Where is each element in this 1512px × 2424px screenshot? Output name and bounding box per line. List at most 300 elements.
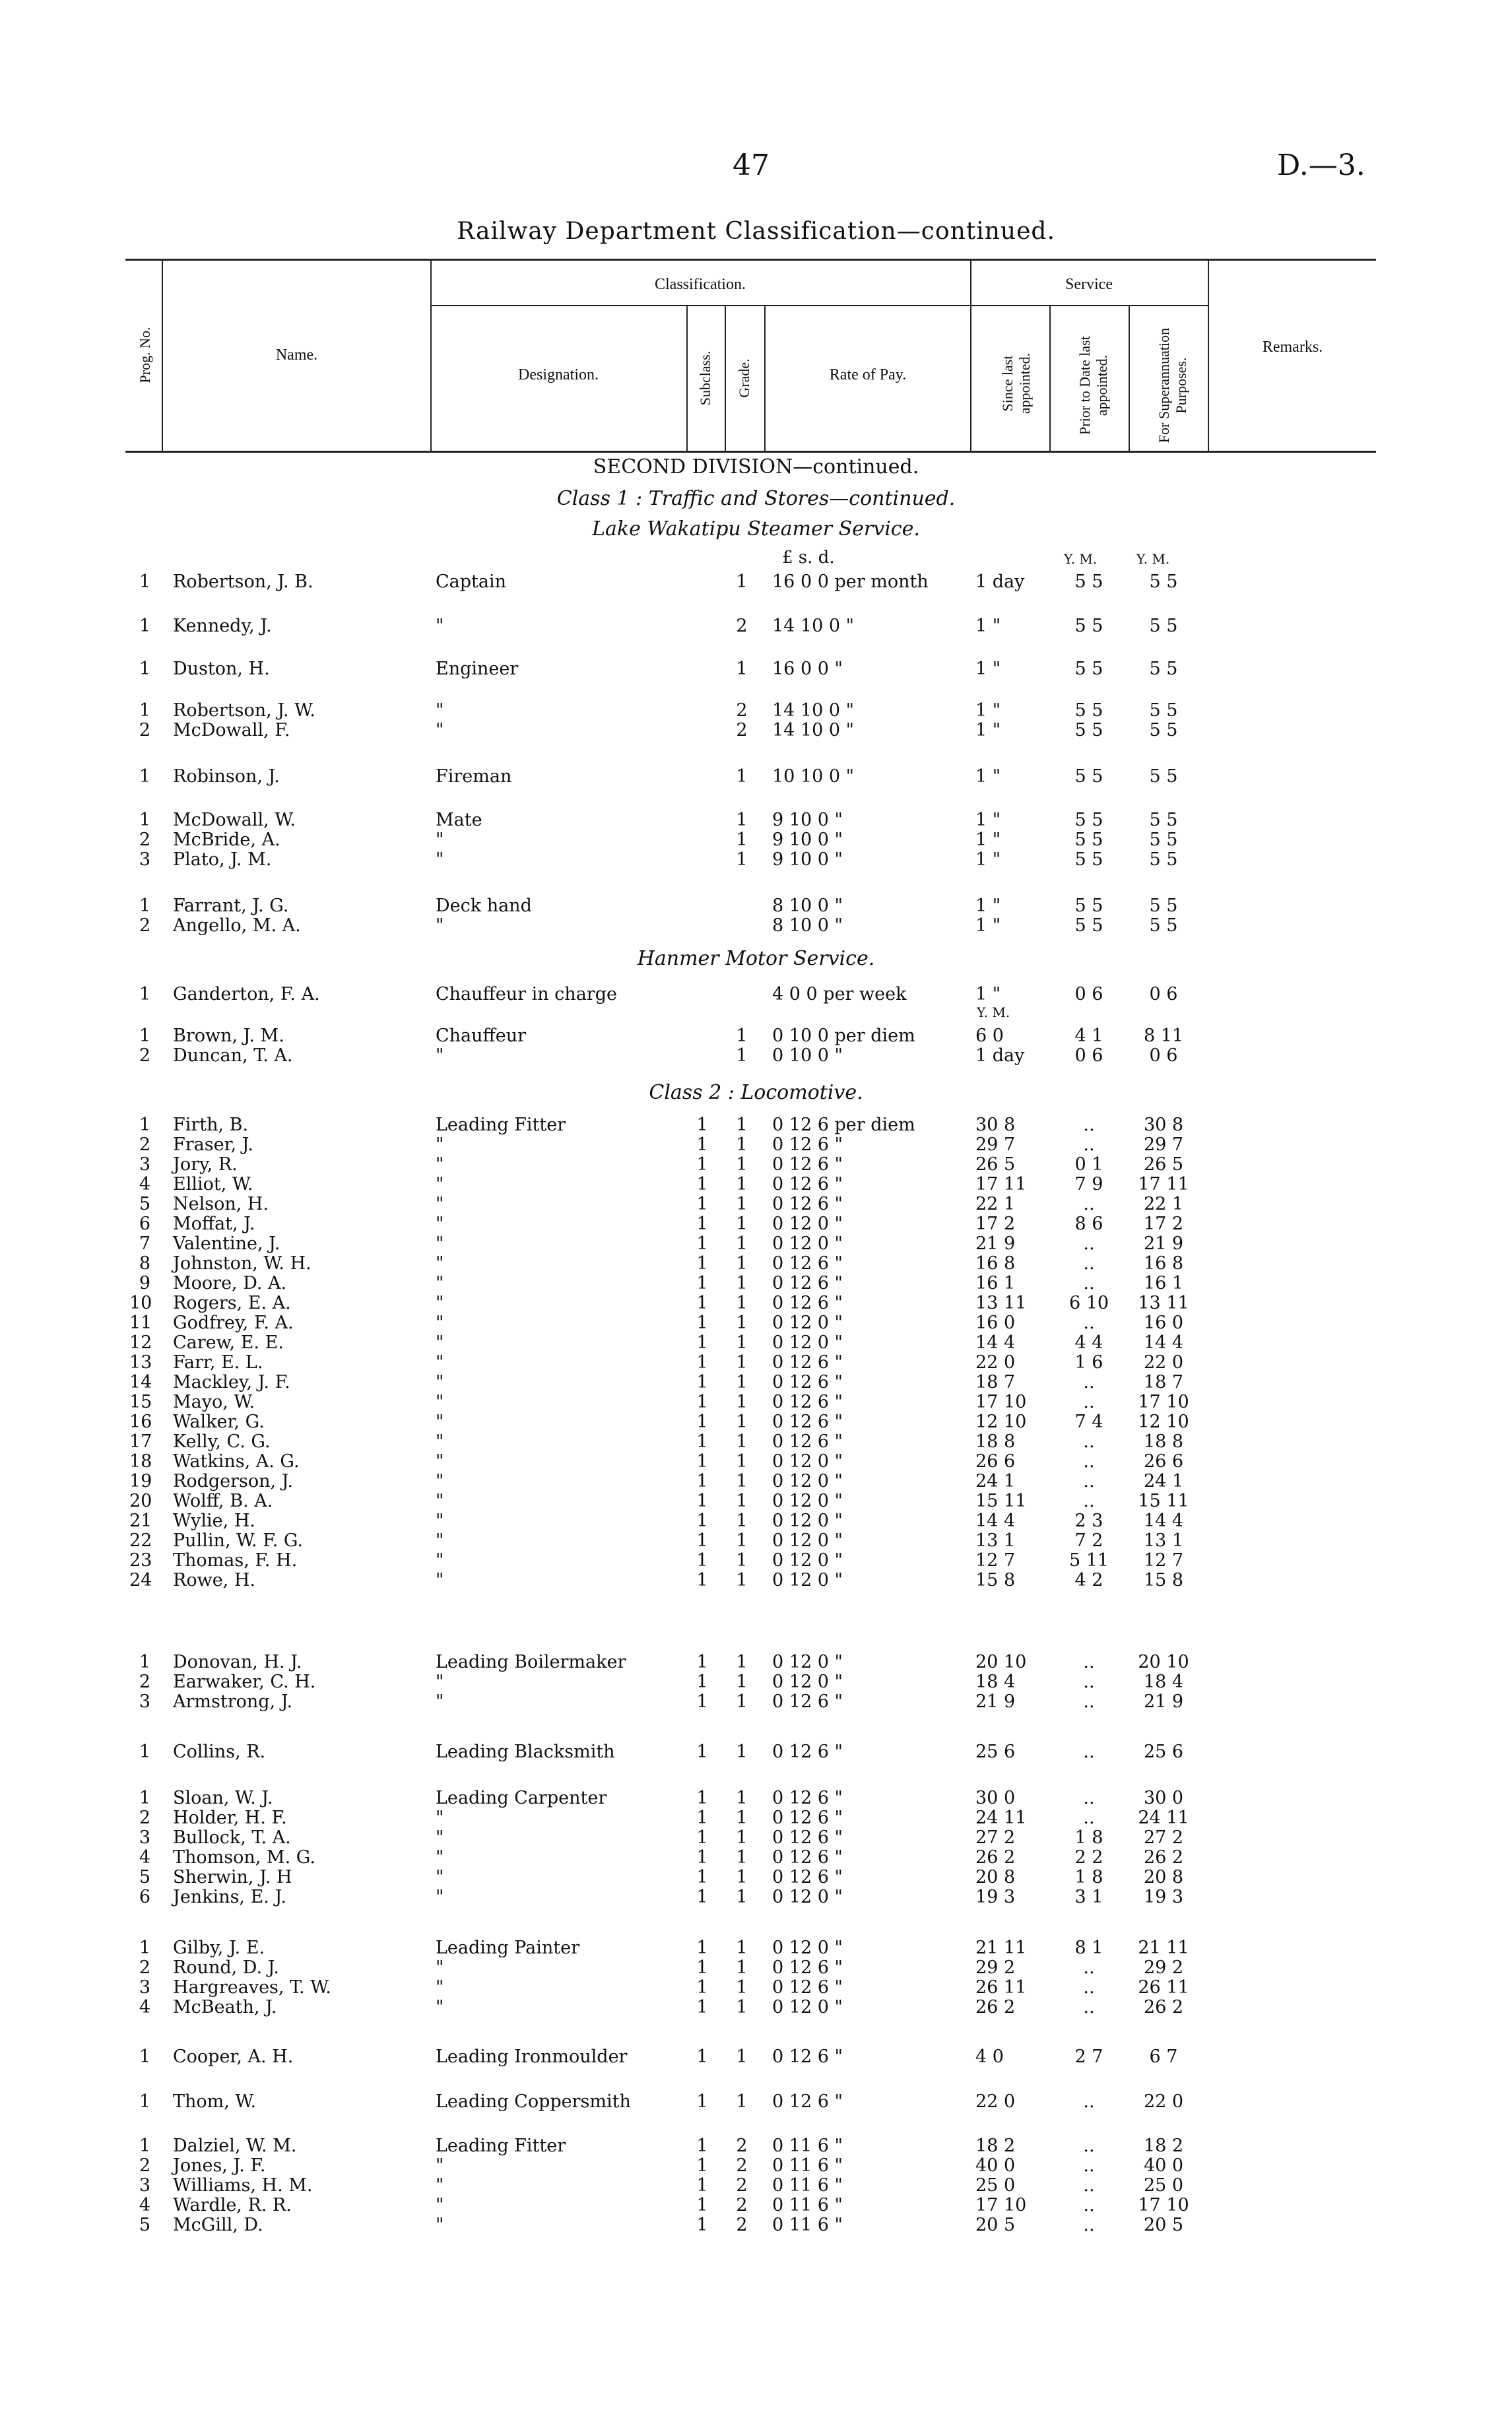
cell-sub: 1: [696, 1412, 708, 1432]
cell-prog: 13: [129, 1352, 152, 1373]
table-row: [0, 1431, 1512, 1453]
cell-rate: 0 12 6 ": [772, 1788, 843, 1808]
cell-name: Holder, H. F.: [173, 1808, 287, 1828]
table-row: [0, 829, 1512, 851]
cell-since: 1 day: [975, 572, 1025, 592]
cell-name: Godfrey, F. A.: [173, 1313, 294, 1333]
cell-prior: 5 5: [1074, 810, 1103, 830]
cell-sub: 1: [696, 1847, 708, 1868]
cell-desig: ": [436, 1352, 444, 1373]
cell-since: 26 11: [975, 1977, 1027, 1998]
cell-desig: Engineer: [436, 659, 519, 679]
cell-desig: Leading Ironmoulder: [436, 2047, 628, 2067]
cell-grade: 2: [736, 2215, 748, 2235]
cell-prior: ..: [1083, 1253, 1095, 1274]
table-row: [0, 2194, 1512, 2217]
cell-rate: 0 12 6 ": [772, 1253, 843, 1274]
cell-sub: 1: [696, 2155, 708, 2176]
cell-grade: 1: [736, 1451, 748, 1472]
cell-rate: 0 12 0 ": [772, 1511, 843, 1531]
cell-prior: 2 7: [1074, 2047, 1103, 2067]
cell-rate: 0 10 0 ": [772, 1045, 843, 1066]
cell-grade: 1: [736, 659, 748, 679]
cell-rate: 0 12 0 ": [772, 1214, 843, 1234]
cell-super: 26 5: [1143, 1154, 1184, 1175]
cell-name: Thomson, M. G.: [173, 1847, 315, 1868]
cell-desig: Leading Coppersmith: [436, 2091, 631, 2112]
cell-desig: ": [436, 1372, 444, 1392]
cell-super: 5 5: [1149, 700, 1178, 721]
cell-sub: 1: [696, 1431, 708, 1452]
cell-super: 40 0: [1143, 2155, 1184, 2176]
cell-rate: 0 12 6 ": [772, 1957, 843, 1978]
cell-super: 21 9: [1143, 1233, 1184, 1254]
cell-sub: 1: [696, 1451, 708, 1472]
cell-name: Ganderton, F. A.: [173, 984, 320, 1004]
cell-since: 18 8: [975, 1431, 1016, 1452]
cell-super: 18 8: [1143, 1431, 1184, 1452]
cell-super: 5 5: [1149, 616, 1178, 636]
cell-sub: 1: [696, 1887, 708, 1907]
cell-sub: 1: [696, 2195, 708, 2215]
cell-grade: 1: [736, 1174, 748, 1195]
cell-super: 18 4: [1143, 1672, 1184, 1692]
table-row: [0, 1886, 1512, 1909]
table-row: [0, 1451, 1512, 1473]
cell-prog: 8: [139, 1253, 150, 1274]
cell-prior: ..: [1083, 1957, 1095, 1978]
cell-prog: 2: [139, 2155, 150, 2176]
cell-prog: 2: [139, 1134, 150, 1155]
cell-prog: 11: [129, 1313, 152, 1333]
cell-rate: 9 10 0 ": [772, 849, 843, 870]
cell-super: 26 11: [1138, 1977, 1189, 1998]
cell-desig: ": [436, 1174, 444, 1195]
cell-grade: 1: [736, 1997, 748, 2017]
cell-desig: Chauffeur: [436, 1026, 526, 1046]
table-row: [0, 1470, 1512, 1493]
cell-desig: Deck hand: [436, 896, 532, 916]
cell-name: Collins, R.: [173, 1742, 266, 1762]
header-rate-of-pay: Rate of Pay.: [829, 366, 907, 383]
cell-rate: 0 12 0 ": [772, 1313, 843, 1333]
table-row: [0, 1173, 1512, 1196]
cell-sub: 1: [696, 1957, 708, 1978]
cell-super: 5 5: [1149, 720, 1178, 740]
cell-grade: 1: [736, 1392, 748, 1412]
cell-prog: 3: [139, 1827, 150, 1848]
cell-since: 27 2: [975, 1827, 1016, 1848]
cell-desig: ": [436, 1887, 444, 1907]
cell-super: 8 11: [1143, 1026, 1184, 1046]
cell-since: 16 1: [975, 1273, 1016, 1294]
cell-desig: ": [436, 1997, 444, 2017]
cell-name: McBride, A.: [173, 830, 280, 850]
cell-prior: 5 5: [1074, 830, 1103, 850]
cell-since: 26 2: [975, 1847, 1016, 1868]
page-number: 47: [733, 148, 770, 182]
cell-since: 13 11: [975, 1293, 1027, 1313]
cell-name: Jenkins, E. J.: [173, 1887, 286, 1907]
cell-super: 13 11: [1138, 1293, 1189, 1313]
cell-prior: 5 11: [1068, 1550, 1109, 1571]
cell-prog: 9: [139, 1273, 150, 1294]
cell-rate: 0 12 6 ": [772, 1293, 843, 1313]
cell-grade: 1: [736, 1977, 748, 1998]
table-row: [0, 719, 1512, 742]
cell-prog: 1: [139, 1742, 150, 1762]
cell-grade: 1: [736, 1887, 748, 1907]
cell-grade: 1: [736, 1431, 748, 1452]
cell-grade: 1: [736, 2091, 748, 2112]
cell-prior: 1 6: [1074, 1352, 1103, 1373]
cell-name: Thom, W.: [173, 2091, 257, 2112]
cell-name: Dalziel, W. M.: [173, 2136, 297, 2156]
cell-prior: ..: [1083, 1392, 1095, 1412]
cell-prog: 3: [139, 1154, 150, 1175]
cell-since: 17 10: [975, 1392, 1027, 1412]
cell-prior: 5 5: [1074, 915, 1103, 936]
cell-name: Rowe, H.: [173, 1570, 255, 1590]
cell-rate: 0 12 6 ": [772, 1392, 843, 1412]
cell-rate: 0 12 0 ": [772, 1530, 843, 1551]
cell-desig: Leading Boilermaker: [436, 1652, 626, 1672]
cell-grade: 1: [736, 1372, 748, 1392]
cell-prog: 3: [139, 1691, 150, 1712]
cell-super: 16 1: [1143, 1273, 1184, 1294]
cell-sub: 1: [696, 1313, 708, 1333]
cell-grade: 1: [736, 1293, 748, 1313]
cell-name: McBeath, J.: [173, 1997, 277, 2017]
cell-grade: 1: [736, 1194, 748, 1214]
cell-prog: 2: [139, 915, 150, 936]
document-reference: D.—3.: [1277, 148, 1365, 182]
cell-desig: ": [436, 1332, 444, 1353]
cell-prog: 1: [139, 896, 150, 916]
table-row: [0, 1550, 1512, 1572]
cell-name: Plato, J. M.: [173, 849, 272, 870]
table-row: [0, 2135, 1512, 2157]
cell-desig: ": [436, 1451, 444, 1472]
table-row: [0, 615, 1512, 638]
cell-rate: 16 0 0 ": [772, 659, 843, 679]
cell-name: Donovan, H. J.: [173, 1652, 302, 1672]
cell-prog: 5: [139, 2215, 150, 2235]
cell-grade: 1: [736, 1742, 748, 1762]
class2-heading: Class 2 : Locomotive.: [649, 1081, 863, 1104]
cell-grade: 2: [736, 700, 748, 721]
cell-desig: ": [436, 1808, 444, 1828]
cell-rate: 0 12 6 per diem: [772, 1115, 915, 1135]
cell-prog: 1: [139, 572, 150, 592]
cell-super: 16 8: [1143, 1253, 1184, 1274]
cell-prior: ..: [1083, 1997, 1095, 2017]
cell-name: Robertson, J. W.: [173, 700, 315, 721]
cell-since: 18 4: [975, 1672, 1016, 1692]
cell-prog: 19: [129, 1471, 152, 1491]
cell-grade: 1: [736, 1045, 748, 1066]
cell-desig: Leading Carpenter: [436, 1788, 607, 1808]
cell-super: 20 10: [1138, 1652, 1189, 1672]
cell-name: Moffat, J.: [173, 1214, 255, 1234]
cell-desig: ": [436, 1570, 444, 1590]
cell-prior: ..: [1083, 2195, 1095, 2215]
cell-sub: 1: [696, 1652, 708, 1672]
cell-prog: 16: [129, 1412, 152, 1432]
cell-name: Round, D. J.: [173, 1957, 279, 1978]
cell-since: 24 11: [975, 1808, 1027, 1828]
cell-grade: 1: [736, 830, 748, 850]
cell-prior: 5 5: [1074, 766, 1103, 787]
cell-name: Wolff, B. A.: [173, 1491, 273, 1511]
cell-prog: 1: [139, 1026, 150, 1046]
table-row: [0, 1411, 1512, 1433]
cell-super: 20 8: [1143, 1867, 1184, 1887]
cell-desig: ": [436, 1957, 444, 1978]
cell-since: 25 6: [975, 1742, 1016, 1762]
cell-prog: 1: [139, 1938, 150, 1958]
cell-since: 1 ": [975, 700, 1001, 721]
table-row: [0, 1569, 1512, 1592]
cell-since: 24 1: [975, 1471, 1016, 1491]
cell-since: 1 ": [975, 810, 1001, 830]
cell-since: 20 5: [975, 2215, 1016, 2235]
cell-rate: 0 12 6 ": [772, 1194, 843, 1214]
cell-prior: 0 6: [1074, 1045, 1103, 1066]
hanmer-service-heading: Hanmer Motor Service.: [637, 947, 875, 970]
cell-since: 26 5: [975, 1154, 1016, 1175]
cell-sub: 1: [696, 1115, 708, 1135]
table-row: [0, 983, 1512, 1006]
cell-desig: Captain: [436, 572, 507, 592]
cell-prog: 14: [129, 1372, 152, 1392]
cell-since: 30 0: [975, 1788, 1016, 1808]
cell-prior: ..: [1083, 1451, 1095, 1472]
cell-desig: ": [436, 830, 444, 850]
table-row: [0, 1866, 1512, 1889]
cell-grade: 1: [736, 1867, 748, 1887]
cell-name: Wylie, H.: [173, 1511, 255, 1531]
cell-since: 1 ": [975, 766, 1001, 787]
cell-prog: 23: [129, 1550, 152, 1571]
cell-super: 5 5: [1149, 766, 1178, 787]
cell-super: 14 4: [1143, 1511, 1184, 1531]
cell-sub: 1: [696, 1808, 708, 1828]
cell-rate: 8 10 0 ": [772, 896, 843, 916]
cell-name: Rogers, E. A.: [173, 1293, 291, 1313]
cell-super: 22 0: [1143, 1352, 1184, 1373]
table-row: [0, 1807, 1512, 1829]
cell-grade: 2: [736, 2136, 748, 2156]
cell-super: 17 10: [1138, 2195, 1189, 2215]
cell-since: 30 8: [975, 1115, 1016, 1135]
cell-desig: ": [436, 1550, 444, 1571]
cell-rate: 14 10 0 ": [772, 720, 855, 740]
cell-sub: 1: [696, 1977, 708, 1998]
cell-desig: Leading Painter: [436, 1938, 579, 1958]
cell-since: 20 10: [975, 1652, 1027, 1672]
table-row: [0, 1292, 1512, 1315]
service-underline: [970, 305, 1208, 306]
cell-desig: ": [436, 915, 444, 936]
cell-super: 15 11: [1138, 1491, 1189, 1511]
cell-prior: ..: [1083, 2215, 1095, 2235]
cell-sub: 1: [696, 2047, 708, 2067]
cell-super: 26 6: [1143, 1451, 1184, 1472]
ym-units: Y. M.: [1064, 551, 1098, 567]
cell-rate: 0 12 0 ": [772, 1887, 843, 1907]
cell-super: 17 11: [1138, 1174, 1189, 1195]
cell-sub: 1: [696, 1788, 708, 1808]
cell-desig: ": [436, 1154, 444, 1175]
cell-since: 18 2: [975, 2136, 1016, 2156]
cell-rate: 0 10 0 per diem: [772, 1026, 915, 1046]
cell-since: 1 ": [975, 984, 1001, 1004]
cell-prog: 7: [139, 1233, 150, 1254]
cell-desig: ": [436, 1214, 444, 1234]
page-title: Railway Department Classification—continued.: [457, 218, 1055, 245]
table-row: [0, 766, 1512, 788]
header-prog-no: Prog. No.: [137, 327, 153, 383]
cell-since: 19 3: [975, 1887, 1016, 1907]
cell-rate: 0 12 6 ": [772, 1691, 843, 1712]
cell-since: 25 0: [975, 2175, 1016, 2196]
cell-prog: 2: [139, 720, 150, 740]
cell-prog: 1: [139, 2091, 150, 2112]
cell-prior: 5 5: [1074, 659, 1103, 679]
cell-since: 40 0: [975, 2155, 1016, 2176]
lake-service-heading: Lake Wakatipu Steamer Service.: [592, 517, 920, 540]
cell-rate: 0 12 0 ": [772, 1233, 843, 1254]
cell-rate: 0 12 0 ": [772, 1997, 843, 2017]
cell-prog: 24: [129, 1570, 152, 1590]
cell-super: 21 11: [1138, 1938, 1189, 1958]
cell-super: 30 8: [1143, 1115, 1184, 1135]
header-bottom-rule: [125, 451, 1376, 453]
cell-prior: ..: [1083, 2175, 1095, 2196]
cell-super: 17 10: [1138, 1392, 1189, 1412]
cell-name: Duston, H.: [173, 659, 270, 679]
cell-desig: ": [436, 1431, 444, 1452]
cell-sub: 1: [696, 1194, 708, 1214]
table-row: [0, 1977, 1512, 1999]
cell-prog: 2: [139, 1045, 150, 1066]
cell-super: 5 5: [1149, 896, 1178, 916]
cell-sub: 1: [696, 2091, 708, 2112]
cell-sub: 1: [696, 1742, 708, 1762]
class1-heading: Class 1 : Traffic and Stores—continued.: [556, 487, 956, 510]
cell-rate: 0 12 6 ": [772, 1352, 843, 1373]
cell-prog: 2: [139, 1957, 150, 1978]
cell-name: Farrant, J. G.: [173, 896, 289, 916]
cell-sub: 1: [696, 1134, 708, 1155]
table-row: [0, 2046, 1512, 2068]
cell-name: Brown, J. M.: [173, 1026, 284, 1046]
cell-grade: 1: [736, 1511, 748, 1531]
cell-prog: 3: [139, 2175, 150, 2196]
cell-prog: 1: [139, 1652, 150, 1672]
cell-desig: ": [436, 2175, 444, 2196]
cell-rate: 0 11 6 ": [772, 2195, 843, 2215]
cell-rate: 0 12 0 ": [772, 1550, 843, 1571]
cell-sub: 1: [696, 1550, 708, 1571]
table-row: [0, 1671, 1512, 1693]
cell-since: 29 2: [975, 1957, 1016, 1978]
cell-desig: ": [436, 1847, 444, 1868]
table-row: [0, 849, 1512, 871]
cell-since: 1 ": [975, 896, 1001, 916]
cell-grade: 1: [736, 1691, 748, 1712]
cell-grade: 1: [736, 1115, 748, 1135]
cell-prog: 1: [139, 2136, 150, 2156]
cell-since: 17 10: [975, 2195, 1027, 2215]
cell-super: 29 7: [1143, 1134, 1184, 1155]
cell-grade: 1: [736, 1491, 748, 1511]
cell-since: 14 4: [975, 1511, 1016, 1531]
cell-prior: ..: [1083, 1115, 1095, 1135]
cell-name: Moore, D. A.: [173, 1273, 287, 1294]
cell-prog: 18: [129, 1451, 152, 1472]
table-row: [0, 1352, 1512, 1374]
cell-since: 15 11: [975, 1491, 1027, 1511]
table-row: [0, 1154, 1512, 1176]
table-row: [0, 1312, 1512, 1334]
table-row: [0, 1045, 1512, 1067]
cell-rate: 0 12 6 ": [772, 1154, 843, 1175]
cell-sub: 1: [696, 1938, 708, 1958]
cell-rate: 0 12 6 ": [772, 1431, 843, 1452]
cell-rate: 0 12 0 ": [772, 1491, 843, 1511]
table-row: [0, 895, 1512, 917]
cell-desig: ": [436, 2215, 444, 2235]
cell-name: Mackley, J. F.: [173, 1372, 290, 1392]
cell-sub: 1: [696, 1511, 708, 1531]
table-row: [0, 1490, 1512, 1513]
table-row: [0, 809, 1512, 832]
cell-rate: 0 12 6 ": [772, 1372, 843, 1392]
cell-grade: 1: [736, 849, 748, 870]
cell-prog: 4: [139, 1997, 150, 2017]
cell-rate: 0 12 0 ": [772, 1451, 843, 1472]
table-row: [0, 1996, 1512, 2019]
cell-desig: ": [436, 1045, 444, 1066]
cell-name: Bullock, T. A.: [173, 1827, 291, 1848]
cell-sub: 1: [696, 1154, 708, 1175]
cell-sub: 1: [696, 1273, 708, 1294]
cell-name: Sherwin, J. H: [173, 1867, 292, 1887]
cell-since: 12 7: [975, 1550, 1016, 1571]
cell-desig: ": [436, 700, 444, 721]
cell-since: 1 ": [975, 616, 1001, 636]
cell-desig: ": [436, 1233, 444, 1254]
cell-sub: 1: [696, 1233, 708, 1254]
cell-desig: ": [436, 1511, 444, 1531]
cell-grade: 1: [736, 1471, 748, 1491]
header-since-last: Since last appointed.: [999, 352, 1033, 414]
cell-super: 29 2: [1143, 1957, 1184, 1978]
cell-super: 5 5: [1149, 830, 1178, 850]
cell-sub: 1: [696, 1491, 708, 1511]
cell-desig: ": [436, 1253, 444, 1274]
cell-rate: 14 10 0 ": [772, 616, 855, 636]
cell-name: Fraser, J.: [173, 1134, 253, 1155]
cell-prior: ..: [1083, 1471, 1095, 1491]
col-divider: [1129, 305, 1130, 451]
cell-prog: 10: [129, 1293, 152, 1313]
cell-sub: 1: [696, 1530, 708, 1551]
cell-desig: Mate: [436, 810, 482, 830]
cell-rate: 0 11 6 ": [772, 2155, 843, 2176]
